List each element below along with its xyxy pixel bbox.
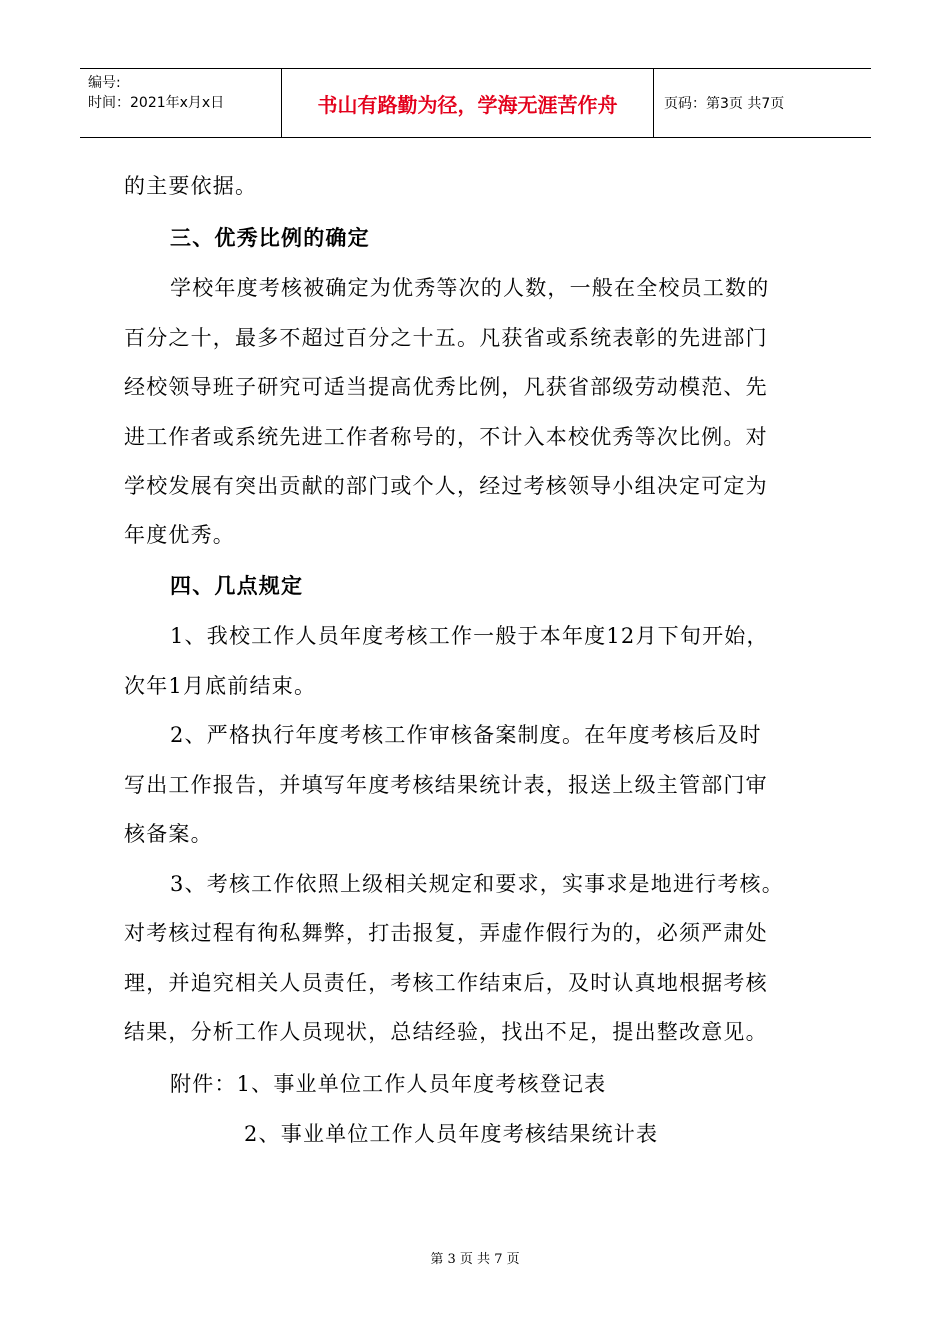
body-line: 的主要依据。 [124,174,258,198]
section-heading: 三、优秀比例的确定 [170,226,370,250]
page-footer: 第 3 页 共 7 页 [430,1252,520,1267]
body-line: 1、我校工作人员年度考核工作一般于本年度12月下旬开始， [170,624,769,648]
body-line: 百分之十，最多不超过百分之十五。凡获省或系统表彰的先进部门 [124,326,768,350]
document-number-label: 编号: [88,75,121,91]
body-line: 次年1月底前结束。 [124,674,317,698]
attachment-line: 2、事业单位工作人员年度考核结果统计表 [244,1122,659,1146]
body-line: 进工作者或系统先进工作者称号的，不计入本校优秀等次比例。对 [124,425,768,449]
body-line: 结果，分析工作人员现状，总结经验，找出不足，提出整改意见。 [124,1020,768,1044]
body-line: 年度优秀。 [124,523,235,547]
body-line: 学校年度考核被确定为优秀等次的人数，一般在全校员工数的 [170,276,770,300]
section-heading: 四、几点规定 [170,574,304,598]
document-time-label: 时间：2021年x月x日 [88,95,225,111]
body-line: 学校发展有突出贡献的部门或个人，经过考核领导小组决定可定为 [124,474,768,498]
body-line: 写出工作报告，并填写年度考核结果统计表，报送上级主管部门审 [124,773,768,797]
body-line: 理，并追究相关人员责任，考核工作结束后，及时认真地根据考核 [124,971,768,995]
body-line: 3、考核工作依照上级相关规定和要求，实事求是地进行考核。 [170,872,784,896]
document-header [80,68,871,138]
body-line: 核备案。 [124,822,213,846]
header-page-info: 页码：第3页 共7页 [664,96,785,112]
body-line: 2、严格执行年度考核工作审核备案制度。在年度考核后及时 [170,723,762,747]
body-line: 对考核过程有徇私舞弊，打击报复，弄虚作假行为的，必须严肃处 [124,921,768,945]
attachment-line: 附件：1、事业单位工作人员年度考核登记表 [170,1072,607,1096]
header-meta [80,69,282,137]
header-motto: 书山有路勤为径，学海无涯苦作舟 [282,69,654,137]
body-line: 经校领导班子研究可适当提高优秀比例，凡获省部级劳动模范、先 [124,375,768,399]
